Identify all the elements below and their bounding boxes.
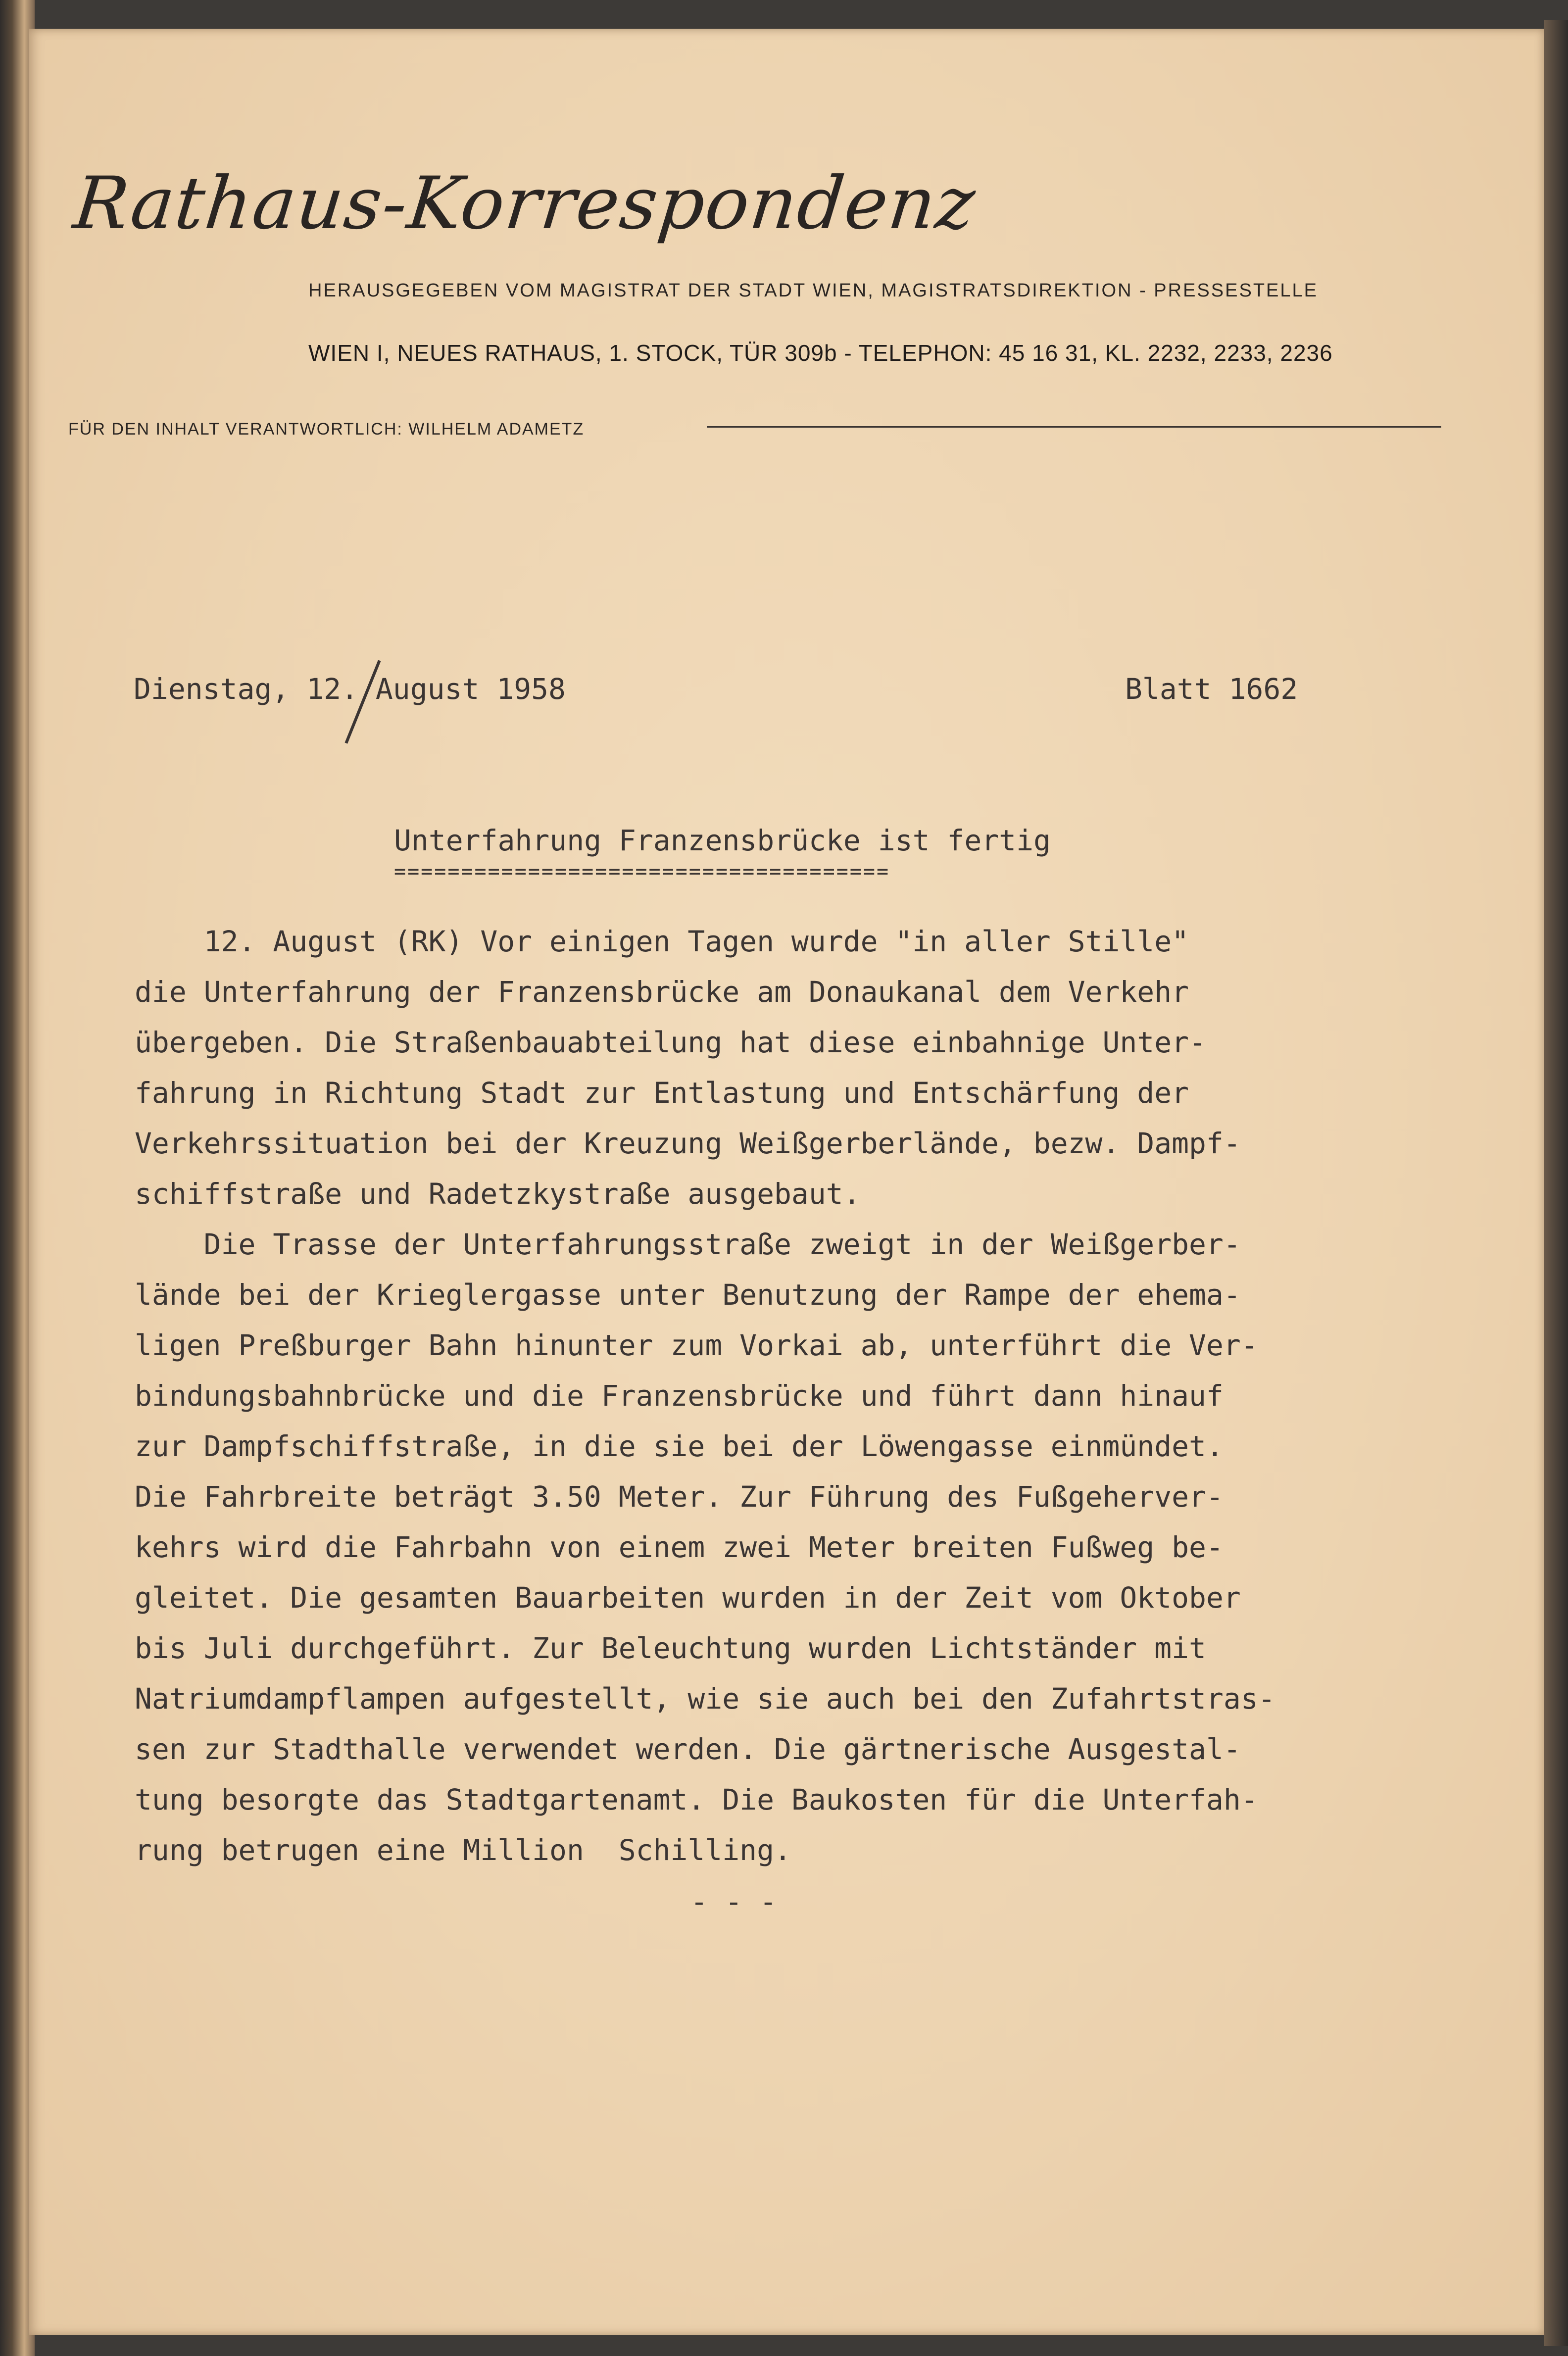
- body-line: 12. August (RK) Vor einigen Tagen wurde "in aller Stille": [135, 925, 1189, 958]
- letterhead-rule: [707, 426, 1441, 428]
- body-line: lände bei der Krieglergasse unter Benutzung der Rampe der ehema-: [135, 1278, 1241, 1312]
- article-title: Unterfahrung Franzensbrücke ist fertig: [394, 824, 1051, 857]
- body-line: die Unterfahrung der Franzensbrücke am Donaukanal dem Verkehr: [135, 975, 1189, 1009]
- sheet-number: Blatt 1662: [1125, 672, 1298, 706]
- body-line: gleitet. Die gesamten Bauarbeiten wurden in der Zeit vom Oktober: [135, 1581, 1241, 1615]
- closing-mark: - - -: [690, 1885, 777, 1918]
- letterhead-logo: Rathaus-Korrespondenz: [70, 161, 980, 245]
- body-line: bindungsbahnbrücke und die Franzensbrücke und führt dann hinauf: [135, 1379, 1224, 1413]
- document-page: [29, 29, 1544, 2335]
- body-line: sen zur Stadthalle verwendet werden. Die gärtnerische Ausgestal-: [135, 1732, 1241, 1766]
- letterhead-responsible: FÜR DEN INHALT VERANTWORTLICH: WILHELM ADAMETZ: [68, 420, 585, 439]
- date-line: Dienstag, 12. August 1958: [134, 672, 566, 706]
- body-line: bis Juli durchgeführt. Zur Beleuchtung wurden Lichtständer mit: [135, 1631, 1206, 1665]
- body-line: übergeben. Die Straßenbauabteilung hat diese einbahnige Unter-: [135, 1026, 1206, 1059]
- body-line: kehrs wird die Fahrbahn von einem zwei Meter breiten Fußweg be-: [135, 1530, 1224, 1564]
- body-line: Natriumdampflampen aufgestellt, wie sie auch bei den Zufahrtstras-: [135, 1682, 1275, 1716]
- body-line: Die Trasse der Unterfahrungsstraße zweigt in der Weißgerber-: [135, 1227, 1241, 1261]
- letterhead-address: WIEN I, NEUES RATHAUS, 1. STOCK, TÜR 309b - TELEPHON: 45 16 31, KL. 2232, 2233, 2236: [308, 340, 1333, 366]
- body-line: Die Fahrbreite beträgt 3.50 Meter. Zur Führung des Fußgeherver-: [135, 1480, 1224, 1514]
- body-line: schiffstraße und Radetzkystraße ausgebaut.: [135, 1177, 861, 1211]
- body-line: rung betrugen eine Million Schilling.: [135, 1833, 791, 1867]
- body-line: tung besorgte das Stadtgartenamt. Die Baukosten für die Unterfah-: [135, 1783, 1258, 1816]
- body-line: Verkehrssituation bei der Kreuzung Weißgerberlände, bezw. Dampf-: [135, 1127, 1241, 1160]
- body-line: zur Dampfschiffstraße, in die sie bei der Löwengasse einmündet.: [135, 1429, 1224, 1463]
- title-underline: =====================================: [394, 860, 890, 883]
- letterhead-publisher: HERAUSGEGEBEN VOM MAGISTRAT DER STADT WIEN, MAGISTRATSDIREKTION - PRESSESTELLE: [308, 280, 1318, 301]
- body-line: fahrung in Richtung Stadt zur Entlastung und Entschärfung der: [135, 1076, 1189, 1110]
- page-edge: [1544, 20, 1568, 2346]
- body-line: ligen Preßburger Bahn hinunter zum Vorkai ab, unterführt die Ver-: [135, 1328, 1258, 1362]
